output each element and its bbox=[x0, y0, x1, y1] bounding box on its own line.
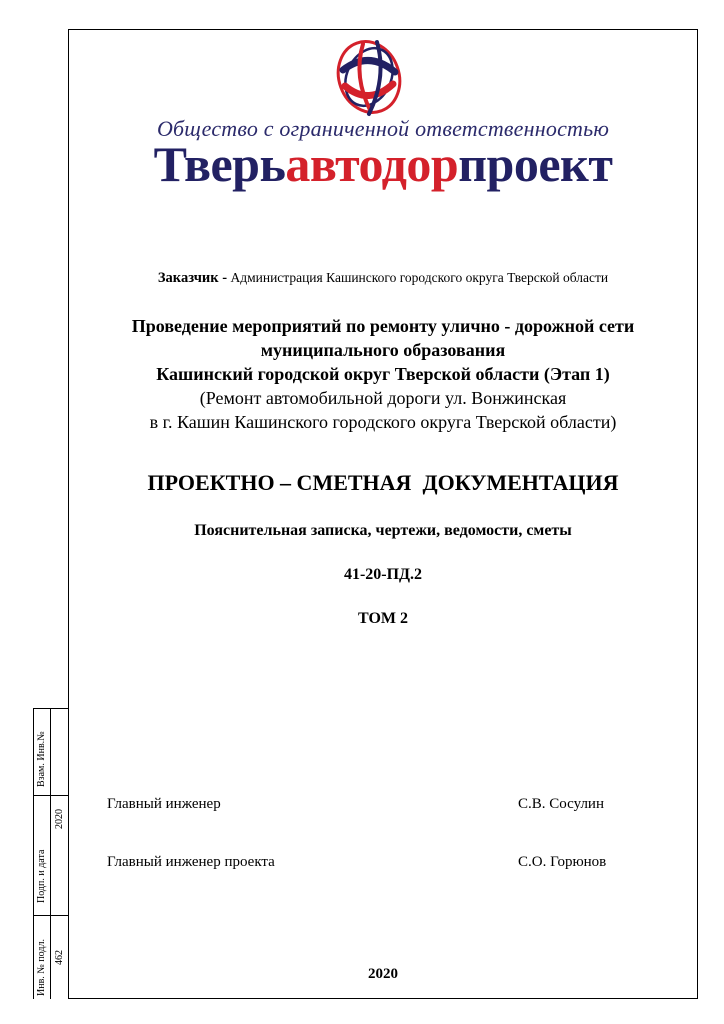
wordmark-part-1: Тверь bbox=[153, 136, 286, 192]
side-stamp-row-divider-1 bbox=[34, 795, 69, 796]
customer-line bbox=[68, 270, 698, 287]
customer-value: Администрация Кашинского городского округа Тверской области bbox=[230, 270, 609, 285]
project-line-3: Кашинский городской округ Тверской области (Этап 1) bbox=[156, 364, 610, 384]
stamp-field-3-value: 462 bbox=[54, 950, 65, 965]
company-wordmark bbox=[68, 134, 698, 194]
project-line-4: (Ремонт автомобильной дороги ул. Вонжинская bbox=[199, 388, 567, 408]
customer-label: Заказчик - bbox=[157, 270, 228, 286]
stamp-field-1-label: Взам. Инв.№ bbox=[36, 731, 47, 787]
side-stamp bbox=[33, 708, 68, 999]
project-line-5: в г. Кашин Кашинского городского округа Тверской области) bbox=[149, 412, 617, 432]
company-logo-icon bbox=[333, 36, 405, 118]
footer-year: 2020 bbox=[368, 966, 398, 982]
project-line-1: Проведение мероприятий по ремонту улично - дорожной сети bbox=[131, 316, 635, 336]
project-title bbox=[90, 314, 676, 434]
stamp-field-2-value: 2020 bbox=[54, 809, 65, 829]
signature-role-1: Главный инженер bbox=[107, 796, 221, 812]
document-volume: ТОМ 2 bbox=[357, 610, 408, 627]
project-line-2: муниципального образования bbox=[260, 340, 506, 360]
document-type: ПРОЕКТНО – СМЕТНАЯ ДОКУМЕНТАЦИЯ bbox=[147, 470, 619, 495]
signature-role-2: Главный инженер проекта bbox=[107, 854, 275, 870]
wordmark-part-2: автодор bbox=[285, 136, 459, 192]
company-type: Общество с ограниченной ответственностью bbox=[156, 116, 610, 141]
side-stamp-divider bbox=[50, 709, 51, 999]
stamp-field-2-label: Подп. и дата bbox=[36, 849, 47, 903]
side-stamp-row-divider-2 bbox=[34, 915, 69, 916]
signature-name-2: С.О. Горюнов bbox=[518, 854, 607, 870]
stamp-field-3-label: Инв. № подл. bbox=[36, 939, 47, 996]
wordmark-part-3: проект bbox=[458, 136, 613, 192]
document-subtitle: Пояснительная записка, чертежи, ведомости, сметы bbox=[194, 522, 572, 539]
document-code: 41-20-ПД.2 bbox=[343, 566, 423, 583]
signature-name-1: С.В. Сосулин bbox=[518, 796, 604, 812]
